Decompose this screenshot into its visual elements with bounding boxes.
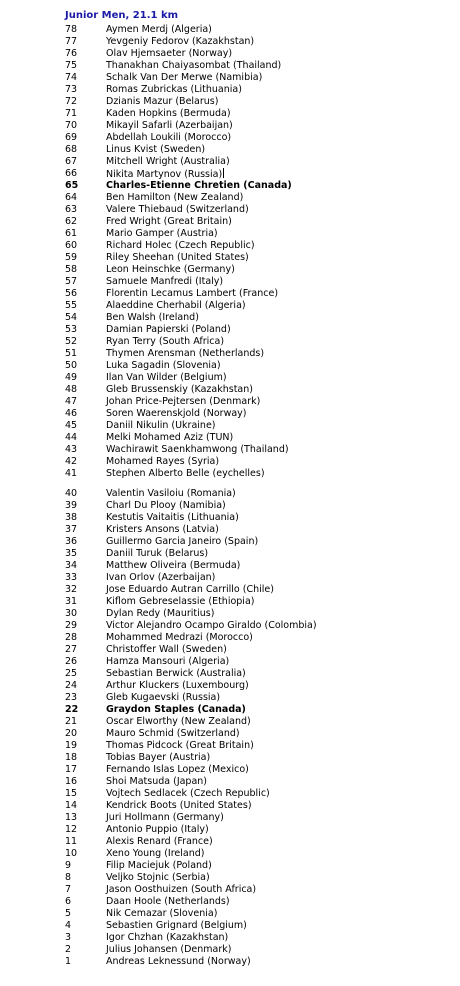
- rider-name: Stephen Alberto Belle (eychelles): [106, 468, 265, 479]
- rank-number: 50: [65, 360, 78, 371]
- result-row: [0, 608, 460, 620]
- result-row: [0, 48, 460, 60]
- rank-number: 66: [65, 168, 78, 179]
- result-row: [0, 716, 460, 728]
- result-row: [0, 956, 460, 968]
- rank-number: 73: [65, 84, 78, 95]
- result-row: [0, 740, 460, 752]
- rider-name: Fred Wright (Great Britain): [106, 216, 232, 227]
- rank-number: 18: [65, 752, 78, 763]
- result-row: [0, 824, 460, 836]
- result-row: [0, 324, 460, 336]
- result-row: [0, 752, 460, 764]
- rider-name: Oscar Elworthy (New Zealand): [106, 716, 251, 727]
- rider-name: Ben Hamilton (New Zealand): [106, 192, 244, 203]
- result-row: [0, 240, 460, 252]
- result-row: [0, 884, 460, 896]
- rank-number: 13: [65, 812, 78, 823]
- result-row: [0, 360, 460, 372]
- rank-number: 41: [65, 468, 78, 479]
- rider-name: Gleb Brussenskiy (Kazakhstan): [106, 384, 253, 395]
- rank-number: 44: [65, 432, 78, 443]
- rank-number: 21: [65, 716, 78, 727]
- rank-number: 43: [65, 444, 78, 455]
- result-row: [0, 444, 460, 456]
- rider-name: Valentin Vasiloiu (Romania): [106, 488, 236, 499]
- rank-number: 45: [65, 420, 78, 431]
- rider-name: Linus Kvist (Sweden): [106, 144, 206, 155]
- rider-name: Yevgeniy Fedorov (Kazakhstan): [106, 36, 255, 47]
- rider-name: Guillermo Garcia Janeiro (Spain): [106, 536, 259, 547]
- rank-number: 9: [65, 860, 72, 871]
- rider-name: Graydon Staples (Canada): [106, 704, 246, 715]
- rider-name: Florentin Lecamus Lambert (France): [106, 288, 279, 299]
- rank-number: 5: [65, 908, 72, 919]
- result-row: [0, 812, 460, 824]
- rank-number: 20: [65, 728, 78, 739]
- result-row: [0, 396, 460, 408]
- result-row: [0, 764, 460, 776]
- rank-number: 7: [65, 884, 72, 895]
- rider-name: Samuele Manfredi (Italy): [106, 276, 224, 287]
- rank-number: 35: [65, 548, 78, 559]
- rider-name: Wachirawit Saenkhamwong (Thailand): [106, 444, 289, 455]
- rider-name: Thomas Pidcock (Great Britain): [106, 740, 254, 751]
- result-row-highlighted: [0, 180, 460, 192]
- rank-number: 12: [65, 824, 78, 835]
- rider-name: Vojtech Sedlacek (Czech Republic): [106, 788, 270, 799]
- rank-number: 49: [65, 372, 78, 383]
- result-row: [0, 656, 460, 668]
- rider-name: Tobias Bayer (Austria): [106, 752, 211, 763]
- rank-number: 63: [65, 204, 78, 215]
- result-row: [0, 560, 460, 572]
- rider-name: Schalk Van Der Merwe (Namibia): [106, 72, 263, 83]
- rider-name: Igor Chzhan (Kazakhstan): [106, 932, 229, 943]
- rank-number: 78: [65, 24, 78, 35]
- rider-name: Xeno Young (Ireland): [106, 848, 205, 859]
- rank-number: 46: [65, 408, 78, 419]
- result-row: [0, 420, 460, 432]
- rank-number: 37: [65, 524, 78, 535]
- rank-number: 77: [65, 36, 78, 47]
- rider-name: Kendrick Boots (United States): [106, 800, 252, 811]
- rider-name: Juri Hollmann (Germany): [106, 812, 224, 823]
- rank-number: 38: [65, 512, 78, 523]
- rider-name: Victor Alejandro Ocampo Giraldo (Colombia): [106, 620, 317, 631]
- rider-name: Mario Gamper (Austria): [106, 228, 218, 239]
- rank-number: 3: [65, 932, 72, 943]
- rank-number: 40: [65, 488, 78, 499]
- result-row: [0, 156, 460, 168]
- rider-name: Olav Hjemsaeter (Norway): [106, 48, 233, 59]
- rank-number: 17: [65, 764, 78, 775]
- rank-number: 65: [65, 180, 79, 191]
- rider-name: Daan Hoole (Netherlands): [106, 896, 230, 907]
- rider-name: Andreas Leknessund (Norway): [106, 956, 251, 967]
- rider-name: Valere Thiebaud (Switzerland): [106, 204, 249, 215]
- rider-name: Daniil Nikulin (Ukraine): [106, 420, 216, 431]
- result-row: [0, 692, 460, 704]
- rank-number: 15: [65, 788, 78, 799]
- rider-name: Thymen Arensman (Netherlands): [106, 348, 265, 359]
- rider-name: Thanakhan Chaiyasombat (Thailand): [106, 60, 282, 71]
- rider-name: Fernando Islas Lopez (Mexico): [106, 764, 249, 775]
- rider-name: Mauro Schmid (Switzerland): [106, 728, 240, 739]
- result-row: [0, 896, 460, 908]
- rider-name: Damian Papierski (Poland): [106, 324, 231, 335]
- result-row: [0, 848, 460, 860]
- result-row: [0, 536, 460, 548]
- rider-name: Arthur Kluckers (Luxembourg): [106, 680, 249, 691]
- rider-name: Nikita Martynov (Russia): [106, 169, 223, 180]
- rank-number: 76: [65, 48, 78, 59]
- result-row: [0, 500, 460, 512]
- rank-number: 23: [65, 692, 78, 703]
- rider-name: Johan Price-Pejtersen (Denmark): [106, 396, 261, 407]
- rank-number: 51: [65, 348, 78, 359]
- result-row: [0, 524, 460, 536]
- result-row: [0, 620, 460, 632]
- rider-name: Melki Mohamed Aziz (TUN): [106, 432, 234, 443]
- result-row-highlighted: [0, 704, 460, 716]
- rank-number: 69: [65, 132, 78, 143]
- rank-number: 31: [65, 596, 78, 607]
- result-row: [0, 632, 460, 644]
- rider-name: Matthew Oliveira (Bermuda): [106, 560, 241, 571]
- rank-number: 39: [65, 500, 78, 511]
- result-row: [0, 216, 460, 228]
- rider-name: Mohammed Medrazi (Morocco): [106, 632, 253, 643]
- rider-name: Filip Maciejuk (Poland): [106, 860, 212, 871]
- rank-number: 61: [65, 228, 78, 239]
- result-row: [0, 384, 460, 396]
- result-row: [0, 728, 460, 740]
- rider-name: Alaeddine Cherhabil (Algeria): [106, 300, 246, 311]
- rider-name: Daniil Turuk (Belarus): [106, 548, 209, 559]
- result-row: [0, 488, 460, 500]
- result-row: [0, 72, 460, 84]
- rider-name: Ilan Van Wilder (Belgium): [106, 372, 227, 383]
- rank-number: 32: [65, 584, 78, 595]
- result-row: [0, 944, 460, 956]
- result-row: [0, 288, 460, 300]
- rider-name: Ivan Orlov (Azerbaijan): [106, 572, 216, 583]
- rider-name: Richard Holec (Czech Republic): [106, 240, 255, 251]
- rank-number: 59: [65, 252, 78, 263]
- result-row: [0, 408, 460, 420]
- rider-name: Shoi Matsuda (Japan): [106, 776, 208, 787]
- rank-number: 71: [65, 108, 78, 119]
- result-row: [0, 668, 460, 680]
- rider-name: Sebastian Berwick (Australia): [106, 668, 246, 679]
- rank-number: 62: [65, 216, 78, 227]
- rank-number: 19: [65, 740, 78, 751]
- rank-number: 54: [65, 312, 78, 323]
- result-row: [0, 800, 460, 812]
- rank-number: 74: [65, 72, 78, 83]
- rank-number: 10: [65, 848, 78, 859]
- rank-number: 1: [65, 956, 72, 967]
- rider-name: Christoffer Wall (Sweden): [106, 644, 227, 655]
- rank-number: 11: [65, 836, 78, 847]
- result-row: [0, 336, 460, 348]
- result-row: [0, 348, 460, 360]
- result-row: [0, 920, 460, 932]
- result-row: [0, 644, 460, 656]
- result-row: [0, 788, 460, 800]
- rider-name: Luka Sagadin (Slovenia): [106, 360, 221, 371]
- result-row: [0, 776, 460, 788]
- results-list: [0, 24, 460, 968]
- result-row: [0, 548, 460, 560]
- result-row: [0, 144, 460, 156]
- result-row: [0, 680, 460, 692]
- result-row: [0, 36, 460, 48]
- rider-name: Dzianis Mazur (Belarus): [106, 96, 219, 107]
- rider-name: Dylan Redy (Mauritius): [106, 608, 215, 619]
- rank-number: 6: [65, 896, 72, 907]
- rank-number: 72: [65, 96, 78, 107]
- rider-name: Ben Walsh (Ireland): [106, 312, 199, 323]
- result-row: [0, 432, 460, 444]
- rank-number: 36: [65, 536, 78, 547]
- rider-name: Charles-Etienne Chretien (Canada): [106, 180, 292, 191]
- rider-name: Ryan Terry (South Africa): [106, 336, 225, 347]
- rank-number: 4: [65, 920, 72, 931]
- rider-name: Kiflom Gebreselassie (Ethiopia): [106, 596, 255, 607]
- result-row: [0, 120, 460, 132]
- rank-number: 22: [65, 704, 79, 715]
- result-row: [0, 84, 460, 96]
- result-row: [0, 60, 460, 72]
- result-row: [0, 908, 460, 920]
- rank-number: 60: [65, 240, 78, 251]
- rank-number: 24: [65, 680, 78, 691]
- rank-number: 29: [65, 620, 78, 631]
- result-row: [0, 872, 460, 884]
- rank-number: 25: [65, 668, 78, 679]
- rider-name: Mikayil Safarli (Azerbaijan): [106, 120, 233, 131]
- result-row: [0, 932, 460, 944]
- result-row: [0, 468, 460, 480]
- rank-number: 67: [65, 156, 78, 167]
- rider-name: Soren Waerenskjold (Norway): [106, 408, 247, 419]
- result-row: [0, 512, 460, 524]
- rider-name: Leon Heinschke (Germany): [106, 264, 235, 275]
- result-row: [0, 300, 460, 312]
- result-row: [0, 96, 460, 108]
- result-row: [0, 108, 460, 120]
- result-row: [0, 372, 460, 384]
- rank-number: 33: [65, 572, 78, 583]
- rider-name: Kaden Hopkins (Bermuda): [106, 108, 231, 119]
- result-row: [0, 252, 460, 264]
- rider-name: Kestutis Vaitaitis (Lithuania): [106, 512, 239, 523]
- rank-number: 64: [65, 192, 78, 203]
- rider-name: Kristers Ansons (Latvia): [106, 524, 219, 535]
- rider-name: Romas Zubrickas (Lithuania): [106, 84, 242, 95]
- rank-number: 52: [65, 336, 78, 347]
- rank-number: 27: [65, 644, 78, 655]
- rider-name: Julius Johansen (Denmark): [106, 944, 232, 955]
- result-row: [0, 24, 460, 36]
- result-row: [0, 264, 460, 276]
- rank-number: 14: [65, 800, 78, 811]
- rank-number: 26: [65, 656, 78, 667]
- rider-name: Nik Cemazar (Slovenia): [106, 908, 218, 919]
- result-row: [0, 228, 460, 240]
- rider-name: Mitchell Wright (Australia): [106, 156, 230, 167]
- rank-number: 55: [65, 300, 78, 311]
- rider-name: Jose Eduardo Autran Carrillo (Chile): [106, 584, 274, 595]
- rider-name: Abdellah Loukili (Morocco): [106, 132, 232, 143]
- rank-number: 8: [65, 872, 72, 883]
- rank-number: 30: [65, 608, 78, 619]
- result-row: [0, 836, 460, 848]
- rank-number: 56: [65, 288, 78, 299]
- rider-name: Hamza Mansouri (Algeria): [106, 656, 230, 667]
- rider-name: Mohamed Rayes (Syria): [106, 456, 220, 467]
- rank-number: 16: [65, 776, 78, 787]
- rank-number: 28: [65, 632, 78, 643]
- rank-number: 75: [65, 60, 78, 71]
- result-row: [0, 572, 460, 584]
- rank-number: 53: [65, 324, 78, 335]
- rank-number: 70: [65, 120, 78, 131]
- result-row: [0, 312, 460, 324]
- result-row: [0, 168, 460, 180]
- rank-number: 47: [65, 396, 78, 407]
- rider-name: Charl Du Plooy (Namibia): [106, 500, 226, 511]
- rider-name: Veljko Stojnic (Serbia): [106, 872, 210, 883]
- rider-name: Gleb Kugaevski (Russia): [106, 692, 221, 703]
- rider-name: Antonio Puppio (Italy): [106, 824, 209, 835]
- rank-number: 2: [65, 944, 72, 955]
- result-row: [0, 584, 460, 596]
- result-row: [0, 596, 460, 608]
- result-row: [0, 276, 460, 288]
- group-spacer: [0, 480, 460, 488]
- result-row: [0, 132, 460, 144]
- rider-name: Sebastien Grignard (Belgium): [106, 920, 247, 931]
- rank-number: 48: [65, 384, 78, 395]
- rider-name: Aymen Merdj (Algeria): [106, 24, 212, 35]
- rank-number: 68: [65, 144, 78, 155]
- rider-name: Riley Sheehan (United States): [106, 252, 249, 263]
- rank-number: 57: [65, 276, 78, 287]
- result-row: [0, 192, 460, 204]
- result-row: [0, 860, 460, 872]
- rank-number: 34: [65, 560, 78, 571]
- result-row: [0, 204, 460, 216]
- rank-number: 42: [65, 456, 78, 467]
- result-row: [0, 456, 460, 468]
- rank-number: 58: [65, 264, 78, 275]
- text-cursor: [223, 168, 224, 178]
- rider-name: Alexis Renard (France): [106, 836, 213, 847]
- page-title: Junior Men, 21.1 km: [65, 10, 179, 21]
- rider-name: Jason Oosthuizen (South Africa): [106, 884, 257, 895]
